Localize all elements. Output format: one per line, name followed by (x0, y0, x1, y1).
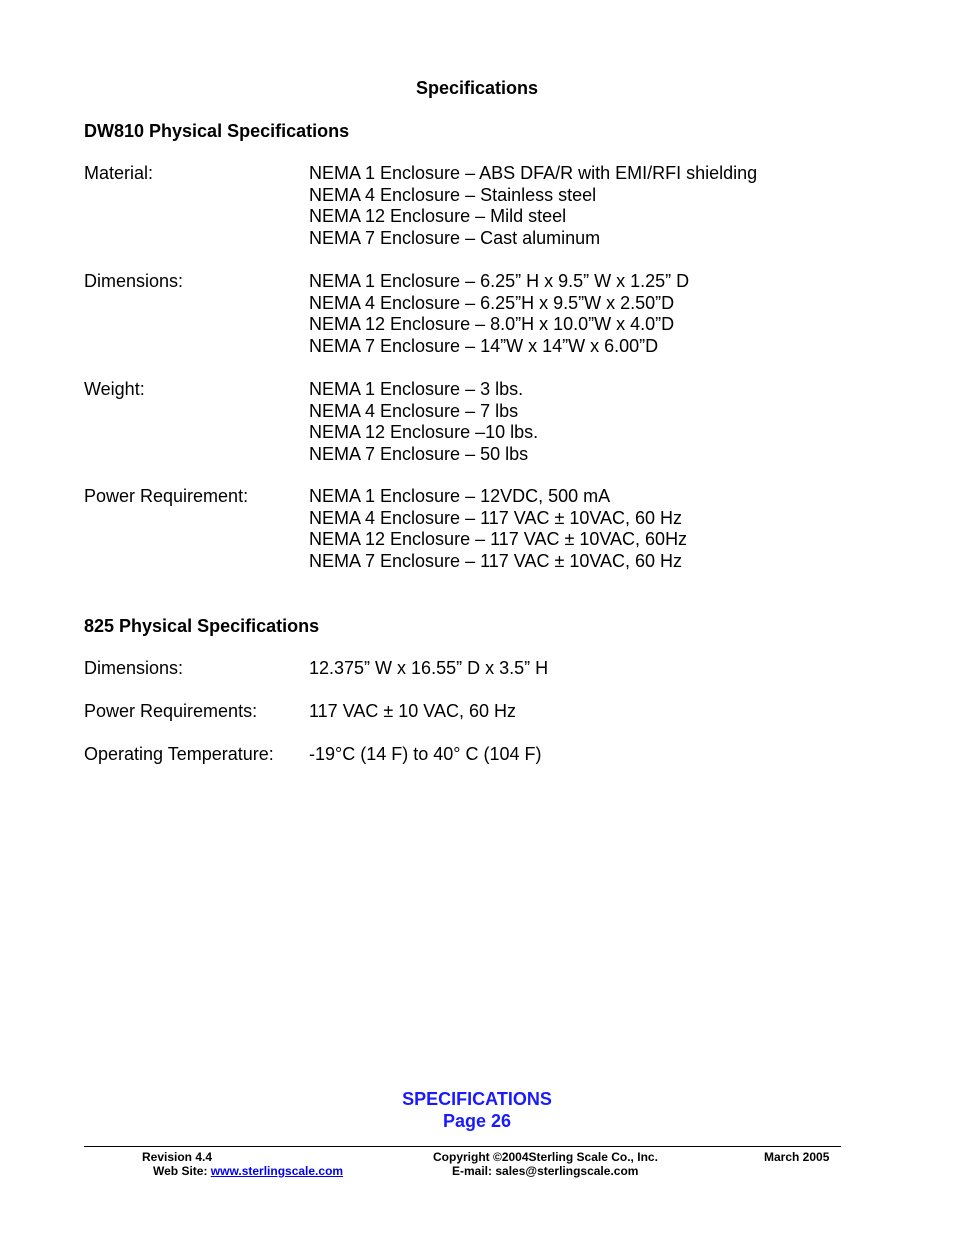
spec-line: NEMA 12 Enclosure – 117 VAC ± 10VAC, 60Hz (309, 529, 688, 550)
spec-values (309, 379, 538, 465)
spec-line: NEMA 12 Enclosure –10 lbs. (309, 422, 539, 443)
spec-line: NEMA 4 Enclosure – 117 VAC ± 10VAC, 60 Hz (309, 507, 683, 528)
spec-label: Power Requirement: (84, 486, 249, 506)
spec-label: Operating Temperature: (84, 744, 274, 764)
footer-email: E-mail: sales@sterlingscale.com (452, 1164, 639, 1178)
spec-line: NEMA 12 Enclosure – Mild steel (309, 206, 567, 227)
spec-line: NEMA 1 Enclosure – ABS DFA/R with EMI/RFI shielding (309, 163, 758, 183)
page-title: Specifications (415, 78, 539, 98)
footer-website (153, 1164, 343, 1178)
spec-line: NEMA 4 Enclosure – 6.25”H x 9.5”W x 2.50”D (309, 292, 675, 313)
footer-divider (84, 1146, 841, 1147)
spec-values (309, 658, 548, 680)
footer-copyright: Copyright ©2004Sterling Scale Co., Inc. (433, 1150, 658, 1164)
footer-date: March 2005 (764, 1150, 830, 1164)
spec-line: NEMA 4 Enclosure – 7 lbs (309, 400, 519, 421)
spec-line: NEMA 1 Enclosure – 6.25” H x 9.5” W x 1.25” D (309, 271, 690, 291)
spec-label: Weight: (84, 379, 145, 399)
website-link[interactable]: www.sterlingscale.com (210, 1164, 344, 1178)
spec-label: Power Requirements: (84, 701, 258, 721)
spec-line: NEMA 12 Enclosure – 8.0”H x 10.0”W x 4.0”D (309, 314, 675, 335)
footer-section-title: SPECIFICATIONS (402, 1089, 552, 1109)
spec-values (309, 486, 687, 572)
spec-label: Dimensions: (84, 658, 184, 678)
spec-label: Dimensions: (84, 271, 184, 291)
spec-values (309, 701, 516, 723)
spec-line: 117 VAC ± 10 VAC, 60 Hz (309, 701, 516, 721)
dw810-heading: DW810 Physical Specifications (84, 121, 350, 141)
footer-page-number: Page 26 (442, 1111, 512, 1131)
spec-line: NEMA 7 Enclosure – Cast aluminum (309, 227, 601, 248)
m825-heading: 825 Physical Specifications (84, 616, 320, 636)
spec-line: NEMA 1 Enclosure – 3 lbs. (309, 379, 524, 399)
spec-label: Material: (84, 163, 154, 183)
spec-line: NEMA 4 Enclosure – Stainless steel (309, 184, 597, 205)
spec-line: NEMA 7 Enclosure – 50 lbs (309, 443, 529, 464)
spec-line: NEMA 7 Enclosure – 117 VAC ± 10VAC, 60 Hz (309, 550, 683, 571)
spec-line: NEMA 7 Enclosure – 14”W x 14”W x 6.00”D (309, 335, 659, 356)
spec-line: -19°C (14 F) to 40° C (104 F) (309, 744, 542, 764)
website-label: Web Site: (153, 1164, 208, 1178)
spec-values (309, 744, 541, 766)
spec-line: NEMA 1 Enclosure – 12VDC, 500 mA (309, 486, 611, 506)
spec-line: 12.375” W x 16.55” D x 3.5” H (309, 658, 549, 678)
footer-revision: Revision 4.4 (142, 1150, 213, 1164)
spec-values (309, 271, 689, 357)
spec-values (309, 163, 757, 249)
